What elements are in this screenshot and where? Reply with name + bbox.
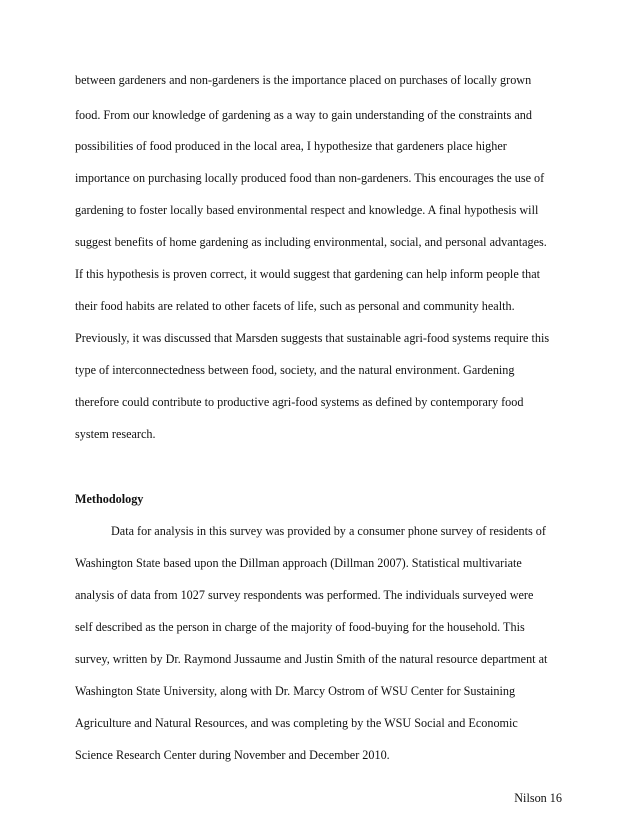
text-line: between gardeners and non-gardeners is the importance placed on purchases of locally grown <box>75 73 532 87</box>
text-line: Washington State based upon the Dillman approach (Dillman 2007). Statistical multivariate <box>75 556 522 570</box>
text-line: survey, written by Dr. Raymond Jussaume and Justin Smith of the natural resource department at <box>75 652 548 666</box>
text-line: therefore could contribute to productive agri-food systems as defined by contemporary food <box>75 395 524 409</box>
page-number: Nilson 16 <box>514 791 562 805</box>
text-line: importance on purchasing locally produced food than non-gardeners. This encourages the use of <box>75 171 545 185</box>
text-line: type of interconnectedness between food, society, and the natural environment. Gardening <box>75 363 515 377</box>
section-heading: Methodology <box>75 492 144 506</box>
text-line: food. From our knowledge of gardening as a way to gain understanding of the constraints and <box>75 108 532 122</box>
text-line: Previously, it was discussed that Marsden suggests that sustainable agri-food systems require this <box>75 331 550 345</box>
text-line: system research. <box>75 427 156 441</box>
text-line: their food habits are related to other facets of life, such as personal and community health. <box>75 299 515 313</box>
text-line: self described as the person in charge of the majority of food-buying for the household. This <box>75 620 525 634</box>
text-line: analysis of data from 1027 survey respondents was performed. The individuals surveyed were <box>75 588 534 602</box>
text-line: If this hypothesis is proven correct, it would suggest that gardening can help inform people that <box>75 267 541 281</box>
text-line: Science Research Center during November and December 2010. <box>75 748 390 762</box>
text-line: suggest benefits of home gardening as including environmental, social, and personal advantages. <box>75 235 547 249</box>
text-line: Agriculture and Natural Resources, and was completing by the WSU Social and Economic <box>75 716 518 730</box>
text-line: Data for analysis in this survey was provided by a consumer phone survey of residents of <box>111 524 546 538</box>
text-line: Washington State University, along with Dr. Marcy Ostrom of WSU Center for Sustaining <box>75 684 516 698</box>
text-line: gardening to foster locally based environmental respect and knowledge. A final hypothesis will <box>75 203 539 217</box>
text-line: possibilities of food produced in the local area, I hypothesize that gardeners place higher <box>75 139 507 153</box>
